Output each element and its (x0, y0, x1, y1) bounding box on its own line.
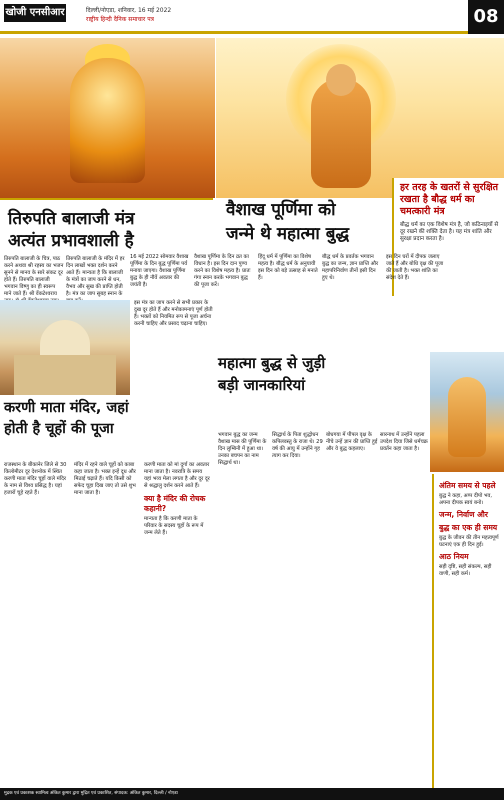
karni-mata-temple-photo (0, 300, 130, 395)
buddha-facts-headline-line1: महात्मा बुद्ध से जुड़ी (218, 354, 326, 372)
vaishakh-headline-line2: जन्मे थे महात्मा बुद्ध (226, 224, 350, 244)
paper-info (86, 6, 171, 24)
buddha-facts-col-4: सारनाथ में उन्होंने पहला उपदेश दिया जिसे धर्मचक्र प्रवर्तन कहा जाता है। (380, 432, 428, 452)
sidebar-title-4: आठ नियम (439, 552, 469, 561)
vaishakh-col-4: बौद्ध धर्म के प्रवर्तक भगवान बुद्ध का जन्म, ज्ञान प्राप्ति और महापरिनिर्वाण तीनों इसी दिन हुए थे। (322, 254, 379, 281)
tirupati-headline (0, 198, 213, 254)
paper-line-2: राष्ट्रीय हिन्दी दैनिक समाचार पत्र (86, 16, 154, 23)
buddha-sidebar-box (432, 474, 504, 800)
karni-headline (4, 398, 214, 460)
vaishakh-headline-line1: वैशाख पूर्णिमा को (226, 200, 336, 220)
vaishakh-headline (226, 198, 392, 252)
section-label: खोजी एनसीआर (4, 4, 66, 22)
tirupati-balaji-photo (0, 38, 215, 198)
newspaper-header (0, 0, 504, 34)
karni-box-body: मान्यता है कि करणी माता के परिवार के सदस्य चूहों के रूप में जन्म लेते हैं। (144, 516, 204, 536)
balaji-idol (70, 58, 145, 183)
buddha-artwork (216, 38, 504, 198)
buddha-facts-col-3: बोधगया में पीपल वृक्ष के नीचे उन्हें ज्ञान की प्राप्ति हुई और वे बुद्ध कहलाए। (326, 432, 378, 452)
vaishakh-col-1: 16 मई 2022 सोमवार वैशाख पूर्णिमा के दिन बुद्ध पूर्णिमा पर्व मनाया जाएगा। वैशाख पूर्णिमा बुद्ध के ही नौवें अवतार की जयंती है। (130, 254, 189, 288)
buddha-facts-col-1: भगवान बुद्ध का जन्म वैशाख मास की पूर्णिमा के दिन लुम्बिनी में हुआ था। उनका बचपन का नाम सिद्धार्थ था। (218, 432, 267, 466)
paper-line-1: दिल्ली/नोएडा, शनिवार, 16 मई 2022 (86, 7, 172, 14)
buddha-facts-col-2: सिद्धार्थ के पिता शुद्धोधन कपिलवस्तु के राजा थे। 29 वर्ष की आयु में उन्होंने गृह त्याग कर दिया। (272, 432, 323, 459)
sidebar-body-2: बुद्ध के जीवन की तीन महत्वपूर्ण घटनाएं एक ही दिन हुईं। (439, 535, 499, 548)
sidebar-body-3: सही दृष्टि, सही संकल्प, सही वाणी, सही कर्म। (439, 564, 492, 577)
vaishakh-col-5: इस दिन घरों में दीपक जलाए जाते हैं और बोधि वृक्ष की पूजा की जाती है। भक्त शांति का संदेश देते हैं। (386, 254, 444, 281)
karni-article-body (4, 462, 214, 800)
karni-col-3-text: करणी माता को मां दुर्गा का अवतार माना जाता है। नवरात्रि के समय यहां भव्य मेला लगता है और दूर दूर से श्रद्धालु दर्शन करने आते हैं। (144, 462, 210, 489)
karni-headline-line1: करणी माता मंदिर, जहां (4, 400, 129, 416)
sidebar-title-3: बुद्ध का एक ही समय (439, 523, 498, 532)
sidebar-title-2: जन्म, निर्वाण और (439, 510, 488, 519)
sidebar-title-1: अंतिम समय से पहले (439, 481, 496, 490)
temple-base (14, 355, 116, 395)
buddha-facts-body (218, 432, 430, 800)
karni-col-2: मंदिर में रहने वाले चूहों को काबा कहा जाता है। भक्त इन्हें दूध और मिठाई चढ़ाते हैं। यदि किसी को सफेद चूहा दिख जाए तो उसे शुभ माना जाता है। (74, 462, 136, 496)
vaishakh-col-2: वैशाख पूर्णिमा के दिन व्रत का विधान है। इस दिन दान पुण्य करने का विशेष महत्व है। प्रातः गंगा स्नान करके भगवान बुद्ध की पूजा करें। (194, 254, 251, 288)
buddhist-mantra-headline: हर तरह के खतरों से सुरक्षित रखता है बौद्ध धर्म का चमत्कारी मंत्र (400, 182, 499, 217)
karni-box-title: क्या है मंदिर की रोचक कहानी? (144, 494, 206, 513)
buddha-meditating-figure (448, 377, 486, 457)
karni-col-3 (144, 462, 210, 792)
karni-col-1: राजस्थान के बीकानेर जिले से 30 किलोमीटर दूर देशनोक में स्थित करणी माता मंदिर चूहों वाले मंदिर के नाम से विश्व प्रसिद्ध है। यहां हजारों चूहे रहते हैं। (4, 462, 67, 496)
buddha-meditation-artwork (430, 352, 504, 472)
vaishakh-col-3: हिंदू धर्म में पूर्णिमा का विशेष महत्व है। बौद्ध धर्म के अनुयायी इस दिन को बड़े उत्साह से मनाते हैं। (258, 254, 318, 281)
page-number: 08 (468, 0, 504, 34)
buddha-facts-headline-line2: बड़ी जानकारियां (218, 376, 306, 394)
tirupati-col-2: तिरुपति बालाजी के मंदिर में हर दिन लाखों भक्त दर्शन करने आते हैं। मान्यता है कि बालाजी के मंत्रों का जाप करने से धन, वैभव और सुख की प्राप्ति होती है। मंत्र का जाप सुबह स्नान के (66, 256, 125, 297)
tirupati-col-3: इस मंत्र का जाप करने से सभी प्रकार के दुख दूर होते हैं और मनोकामनाएं पूर्ण होती हैं। भक्तों को नियमित रूप से पूजा अर्चना करनी चाहिए और प्रसाद चढ़ाना चाहिए। (134, 300, 213, 327)
sidebar-body-1: बुद्ध ने कहा, अप्प दीपो भव, अपना दीपक स्वयं बनो। (439, 493, 493, 506)
buddhist-mantra-body: बौद्ध धर्म का एक विशेष मंत्र है, जो कठिनाइयों से दूर रखने की शक्ति देता है। यह मंत्र शांति और सुरक्षा प्रदान करता है। (400, 222, 499, 243)
karni-headline-line2: होती है चूहों की पूजा (4, 421, 114, 437)
tirupati-col-1: तिरुपति बालाजी के चित्र, पाठ करने अथवा श्री रहस्य का भजन सुनने से मानव के सारे संकट दूर होते हैं। तिरुपति बालाजी भगवान विष्णु का ही स्वरूप माने जाते हैं। श्री वेंकटेश्वराय (4, 256, 64, 297)
printer-line: मुद्रक एवं प्रकाशक स्वामित्व अंकित कुमार द्वारा मुद्रित एवं प्रकाशित, संपादक: अंकित कुमार, दिल्ली / नोएडा (0, 788, 504, 800)
tirupati-headline-line2: अत्यंत प्रभावशाली है (8, 231, 134, 251)
tirupati-headline-line1: तिरुपति बालाजी मंत्र (8, 209, 135, 229)
buddha-head (326, 64, 356, 96)
temple-dome (40, 320, 90, 360)
